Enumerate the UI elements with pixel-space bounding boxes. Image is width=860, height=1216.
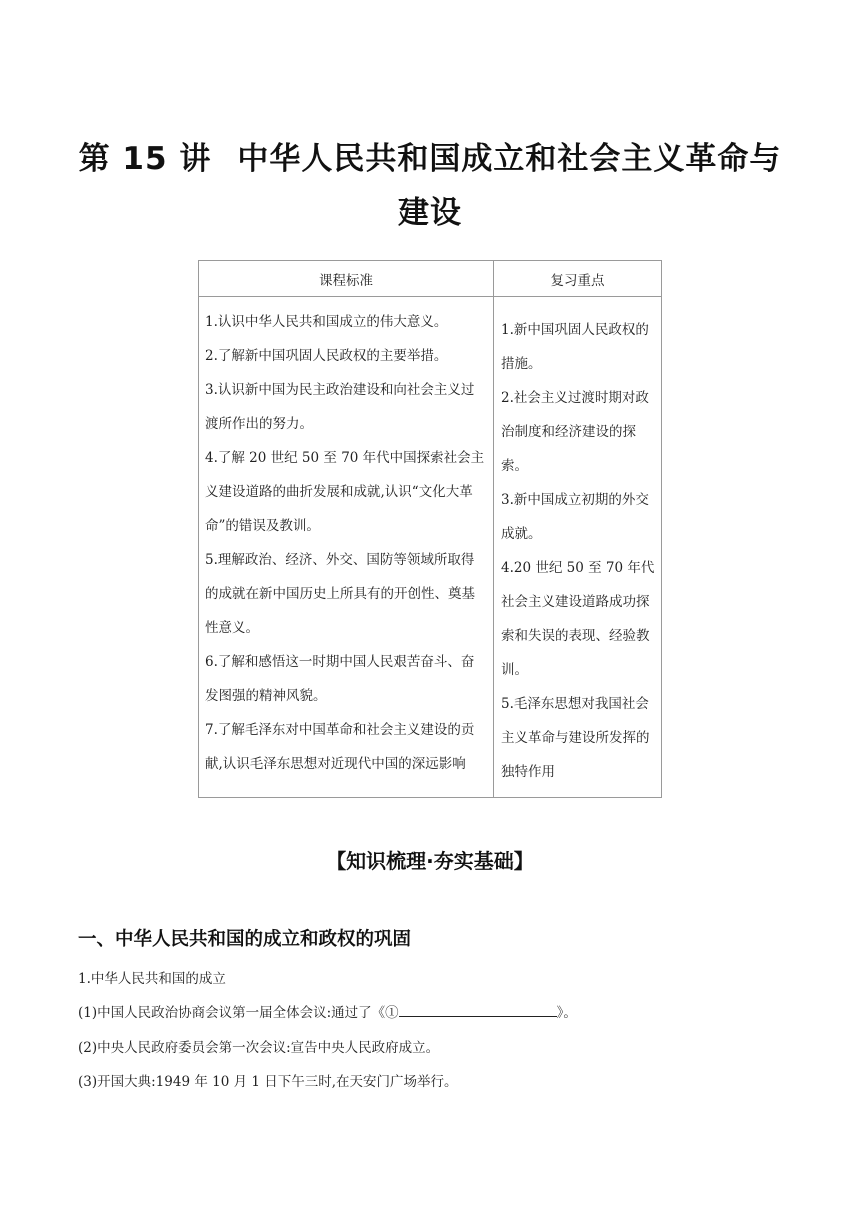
title-line-1 (60, 132, 800, 186)
title-text-1: 中华人民共和国成立和社会主义革命与 (237, 141, 782, 177)
item-1-text: (1)中国人民政治协商会议第一届全体会议:通过了《① (78, 1005, 399, 1021)
curriculum-standards-cell (199, 297, 494, 798)
table-header-row (199, 261, 662, 297)
title-line-2: 建设 (398, 195, 462, 231)
standard-item: 3.认识新中国为民主政治建设和向社会主义过渡所作出的努力。 (205, 382, 475, 432)
review-points-cell (494, 297, 662, 798)
item-1-end: 》。 (556, 1005, 577, 1021)
header-curriculum-standards: 课程标准 (199, 261, 494, 297)
subheading: 1.中华人民共和国的成立 (78, 971, 226, 987)
review-item: 3.新中国成立初期的外交成就。 (501, 492, 649, 542)
header-review-points: 复习重点 (494, 261, 662, 297)
review-item: 2.社会主义过渡时期对政治制度和经济建设的探索。 (501, 390, 649, 474)
lesson-number: 第 15 讲 (78, 141, 212, 177)
fill-in-blank[interactable] (399, 1002, 557, 1017)
body-item-2: (2)中央人民政府委员会第一次会议:宣告中央人民政府成立。 (78, 1040, 440, 1056)
standard-item: 5.理解政治、经济、外交、国防等领域所取得的成就在新中国历史上所具有的开创性、奠基性意义。 (205, 552, 475, 636)
table-row (199, 297, 662, 798)
standard-item: 4.了解 20 世纪 50 至 70 年代中国探索社会主义建设道路的曲折发展和成就,认识“文化大革命”的错误及教训。 (205, 450, 485, 534)
standard-item: 7.了解毛泽东对中国革命和社会主义建设的贡献,认识毛泽东思想对近现代中国的深远影响 (205, 722, 475, 772)
review-item: 1.新中国巩固人民政权的措施。 (501, 322, 649, 372)
section-banner: 【知识梳理·夯实基础】 (326, 849, 534, 873)
body-item-3: (3)开国大典:1949 年 10 月 1 日下午三时,在天安门广场举行。 (78, 1074, 458, 1090)
standard-item: 2.了解新中国巩固人民政权的主要举措。 (205, 348, 448, 364)
review-item: 4.20 世纪 50 至 70 年代社会主义建设道路成功探索和失误的表现、经验教训。 (501, 560, 655, 678)
standard-item: 1.认识中华人民共和国成立的伟大意义。 (205, 314, 448, 330)
standards-table (198, 260, 662, 798)
part-heading: 一、中华人民共和国的成立和政权的巩固 (78, 929, 412, 950)
review-item: 5.毛泽东思想对我国社会主义革命与建设所发挥的独特作用 (501, 696, 650, 780)
body-item-1 (78, 1001, 577, 1021)
standard-item: 6.了解和感悟这一时期中国人民艰苦奋斗、奋发图强的精神风貌。 (205, 654, 475, 704)
page-title (60, 132, 800, 240)
